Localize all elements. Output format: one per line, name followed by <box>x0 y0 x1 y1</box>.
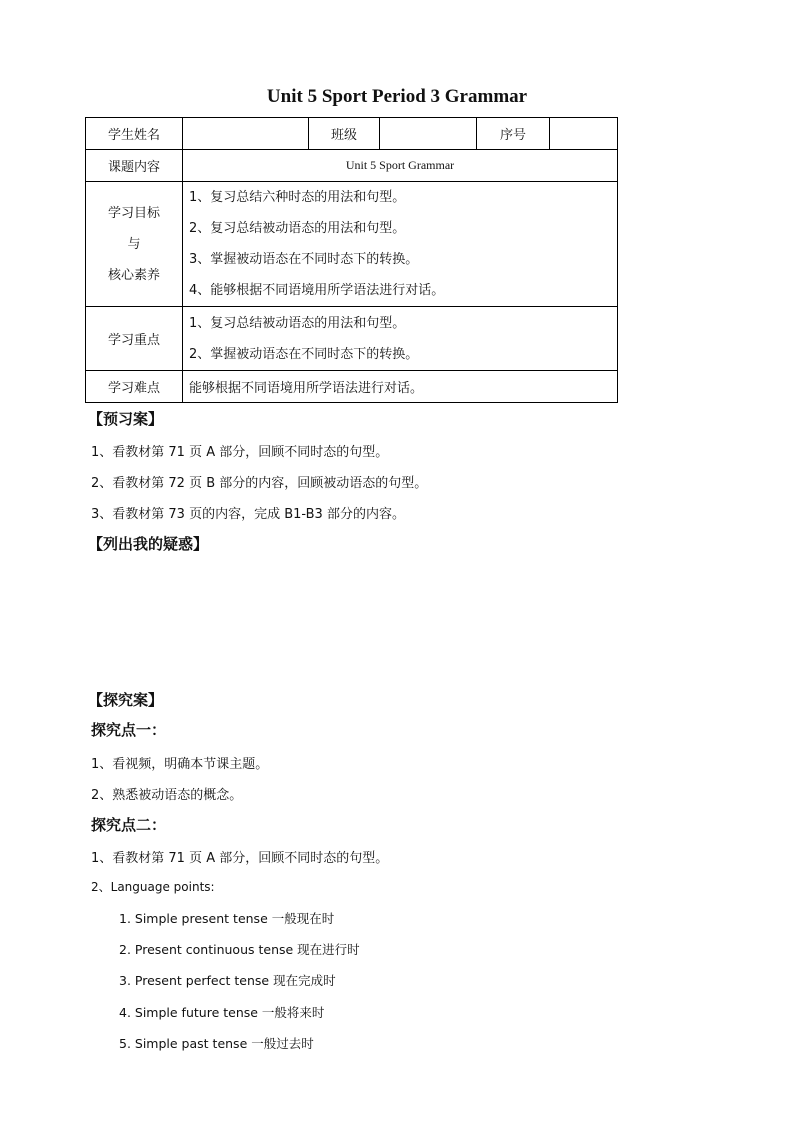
preview-item: 2、看教材第 72 页 B 部分的内容，回顾被动语态的句型。 <box>91 476 428 491</box>
topic-value: Unit 5 Sport Grammar <box>183 150 618 182</box>
explore-heading: 【探究案】 <box>88 691 164 709</box>
language-point: 1. Simple present tense 一般现在时 <box>119 911 335 926</box>
key-item: 1、复习总结被动语态的用法和句型。 <box>189 315 406 331</box>
preview-item: 1、看教材第 71 页 A 部分，回顾不同时态的句型。 <box>91 445 389 460</box>
student-name-field[interactable] <box>183 118 309 150</box>
goals-cell <box>183 182 618 307</box>
goals-label-cell <box>86 182 183 307</box>
language-point: 4. Simple future tense 一般将来时 <box>119 1005 325 1020</box>
student-name-label: 学生姓名 <box>86 118 183 150</box>
topic-label: 课题内容 <box>86 150 183 182</box>
explore-point2-heading: 探究点二： <box>91 816 167 834</box>
explore-point1-heading: 探究点一： <box>91 721 167 739</box>
key-label: 学习重点 <box>86 307 183 371</box>
goals-label-line: 核心素养 <box>107 267 160 283</box>
preview-item: 3、看教材第 73 页的内容，完成 B1-B3 部分的内容。 <box>91 507 405 522</box>
goal-item: 2、复习总结被动语态的用法和句型。 <box>189 221 406 236</box>
seq-label: 序号 <box>477 118 550 150</box>
page-title: Unit 5 Sport Period 3 Grammar <box>266 86 528 107</box>
point1-item: 1、看视频，明确本节课主题。 <box>91 757 269 772</box>
doubts-heading: 【列出我的疑惑】 <box>88 535 209 553</box>
key-item: 2、掌握被动语态在不同时态下的转换。 <box>189 346 419 362</box>
language-point: 3. Present perfect tense 现在完成时 <box>119 973 336 988</box>
goal-item: 4、能够根据不同语境用所学语法进行对话。 <box>189 283 445 298</box>
difficulty-value: 能够根据不同语境用所学语法进行对话。 <box>183 371 618 403</box>
goal-item: 1、复习总结六种时态的用法和句型。 <box>189 190 406 205</box>
key-cell <box>183 307 618 371</box>
seq-field[interactable] <box>550 118 618 150</box>
preview-heading: 【预习案】 <box>88 410 164 428</box>
language-point: 2. Present continuous tense 现在进行时 <box>119 942 360 957</box>
info-table <box>85 117 618 403</box>
class-label: 班级 <box>309 118 380 150</box>
difficulty-label: 学习难点 <box>86 371 183 403</box>
point2-item: 1、看教材第 71 页 A 部分，回顾不同时态的句型。 <box>91 851 389 866</box>
goals-label-line: 与 <box>127 236 141 252</box>
class-field[interactable] <box>380 118 477 150</box>
language-point: 5. Simple past tense 一般过去时 <box>119 1036 314 1051</box>
point1-item: 2、熟悉被动语态的概念。 <box>91 788 243 803</box>
goal-item: 3、掌握被动语态在不同时态下的转换。 <box>189 252 419 267</box>
goals-label-line: 学习目标 <box>107 205 160 221</box>
point2-item: 2、Language points: <box>91 880 215 894</box>
